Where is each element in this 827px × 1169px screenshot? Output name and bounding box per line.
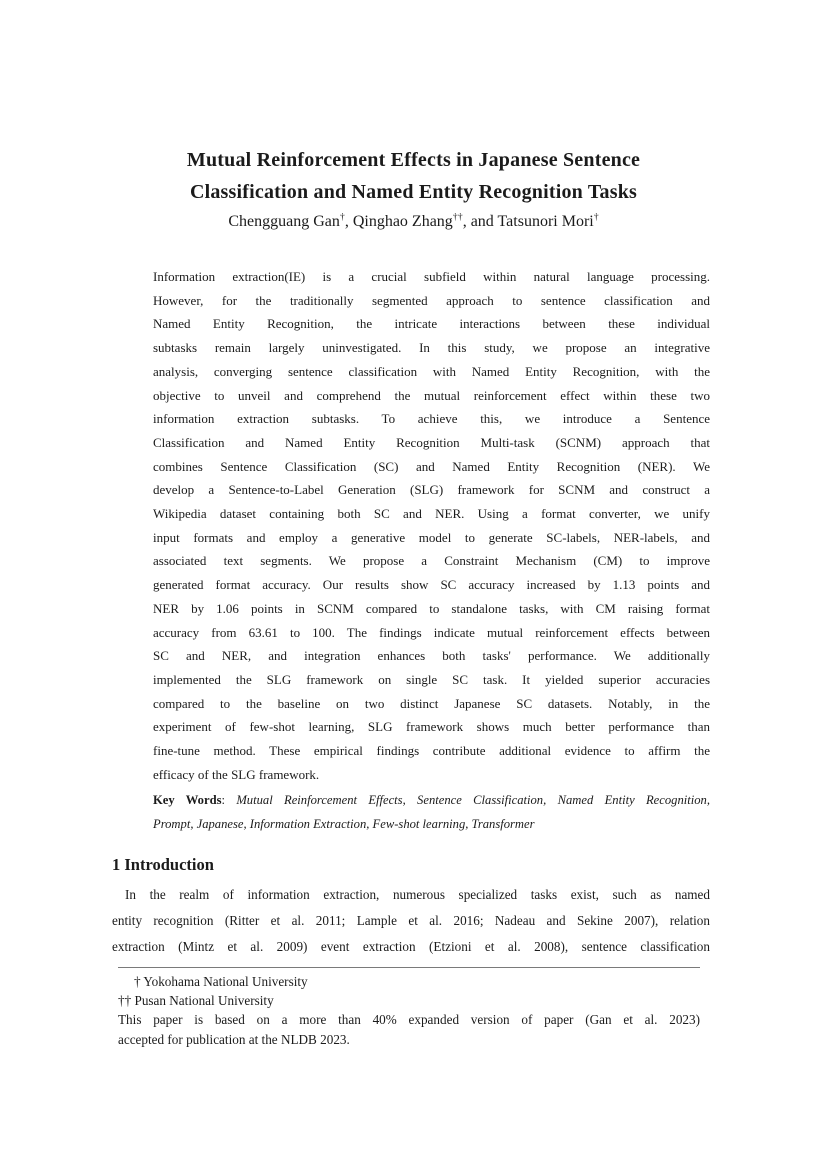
- abstract-line: implemented the SLG framework on single SC task. It yielded superior accuracies: [153, 671, 710, 687]
- abstract-line: Classification and Named Entity Recognition Multi-task (SCNM) approach that: [153, 434, 710, 450]
- author-affiliation-mark: ††: [452, 211, 463, 223]
- keywords-line-2: Prompt, Japanese, Information Extraction, Few-shot learning, Transformer: [153, 816, 535, 831]
- title-line: Mutual Reinforcement Effects in Japanese Sentence: [186, 149, 641, 171]
- abstract-line: analysis, converging sentence classification with Named Entity Recognition, with the: [153, 363, 710, 379]
- abstract-line: SC and NER, and integration enhances both tasks' performance. We additionally: [153, 648, 710, 664]
- author-name: Qinghao Zhang: [352, 213, 453, 230]
- paragraph-line: entity recognition (Ritter et al. 2011; Lample et al. 2016; Nadeau and Sekine 2007), relation: [112, 913, 710, 928]
- abstract-line: NER by 1.06 points in SCNM compared to standalone tasks, with CM raising format: [153, 600, 710, 616]
- abstract-line: compared to the baseline on two distinct Japanese SC datasets. Notably, in the: [153, 695, 710, 711]
- keywords-text-1: Mutual Reinforcement Effects, Sentence Classification, Named Entity Recognition,: [236, 793, 710, 807]
- paper-title-block: [0, 144, 827, 208]
- introduction-lines: [112, 882, 710, 960]
- abstract-lines: [153, 265, 710, 786]
- author: [228, 213, 352, 230]
- abstract-line: combines Sentence Classification (SC) and Named Entity Recognition (NER). We: [153, 458, 710, 474]
- author-separator: ,: [344, 213, 353, 230]
- footnote-lines: [118, 972, 700, 1049]
- footnote-line: † Yokohama National University: [134, 974, 308, 989]
- author-separator: , and: [462, 213, 498, 230]
- title-line: Classification and Named Entity Recognition Tasks: [189, 181, 638, 203]
- abstract-line: efficacy of the SLG framework.: [153, 766, 320, 782]
- footnote-line: †† Pusan National University: [118, 993, 274, 1009]
- abstract-line: experiment of few-shot learning, SLG framework shows much better performance than: [153, 719, 710, 735]
- abstract-line: associated text segments. We propose a Constraint Mechanism (CM) to improve: [153, 553, 710, 569]
- abstract-line: Wikipedia dataset containing both SC and NER. Using a format converter, we unify: [153, 506, 710, 522]
- abstract-line: information extraction subtasks. To achieve this, we introduce a Sentence: [153, 411, 710, 427]
- author-affiliation-mark: †: [339, 211, 345, 223]
- footnotes: [118, 972, 700, 1049]
- abstract-line: objective to unveil and comprehend the mutual reinforcement effect within these two: [153, 387, 710, 403]
- author: [353, 213, 498, 230]
- authors-list: [228, 213, 598, 230]
- section-heading-introduction: 1 Introduction: [112, 855, 214, 874]
- author: [498, 213, 599, 230]
- abstract-line: fine-tune method. These empirical findings contribute additional evidence to affirm the: [153, 743, 710, 759]
- abstract-line: develop a Sentence-to-Label Generation (SLG) framework for SCNM and construct a: [153, 482, 710, 498]
- footnote-line: accepted for publication at the NLDB 2023.: [118, 1031, 350, 1047]
- author-name: Tatsunori Mori: [497, 213, 594, 230]
- authors-line: [0, 211, 827, 233]
- footnote-divider: [118, 967, 700, 968]
- abstract-line: Named Entity Recognition, the intricate interactions between these individual: [153, 316, 710, 332]
- keywords: [153, 789, 710, 837]
- paragraph-line: extraction (Mintz et al. 2009) event extraction (Etzioni et al. 2008), sentence classification: [112, 939, 710, 954]
- abstract: [153, 265, 710, 786]
- paper-title: [0, 144, 827, 208]
- keywords-label: Key Words: [153, 793, 222, 807]
- abstract-line: However, for the traditionally segmented approach to sentence classification and: [153, 292, 710, 308]
- author-affiliation-mark: †: [593, 211, 599, 223]
- abstract-line: Information extraction(IE) is a crucial subfield within natural language processing.: [153, 269, 710, 284]
- abstract-line: input formats and employ a generative model to generate SC-labels, NER-labels, and: [153, 529, 710, 545]
- abstract-line: accuracy from 63.61 to 100. The findings indicate mutual reinforcement effects between: [153, 624, 710, 640]
- paragraph-line: In the realm of information extraction, numerous specialized tasks exist, such as named: [125, 887, 710, 902]
- abstract-line: subtasks remain largely uninvestigated. In this study, we propose an integrative: [153, 340, 710, 356]
- introduction-paragraph: [112, 882, 710, 960]
- keywords-line-1: [153, 789, 710, 813]
- footnote-line: This paper is based on a more than 40% expanded version of paper (Gan et al. 2023): [118, 1012, 700, 1028]
- author-name: Chengguang Gan: [228, 213, 340, 230]
- keywords-colon: :: [221, 793, 237, 807]
- abstract-line: generated format accuracy. Our results show SC accuracy increased by 1.13 points and: [153, 577, 710, 593]
